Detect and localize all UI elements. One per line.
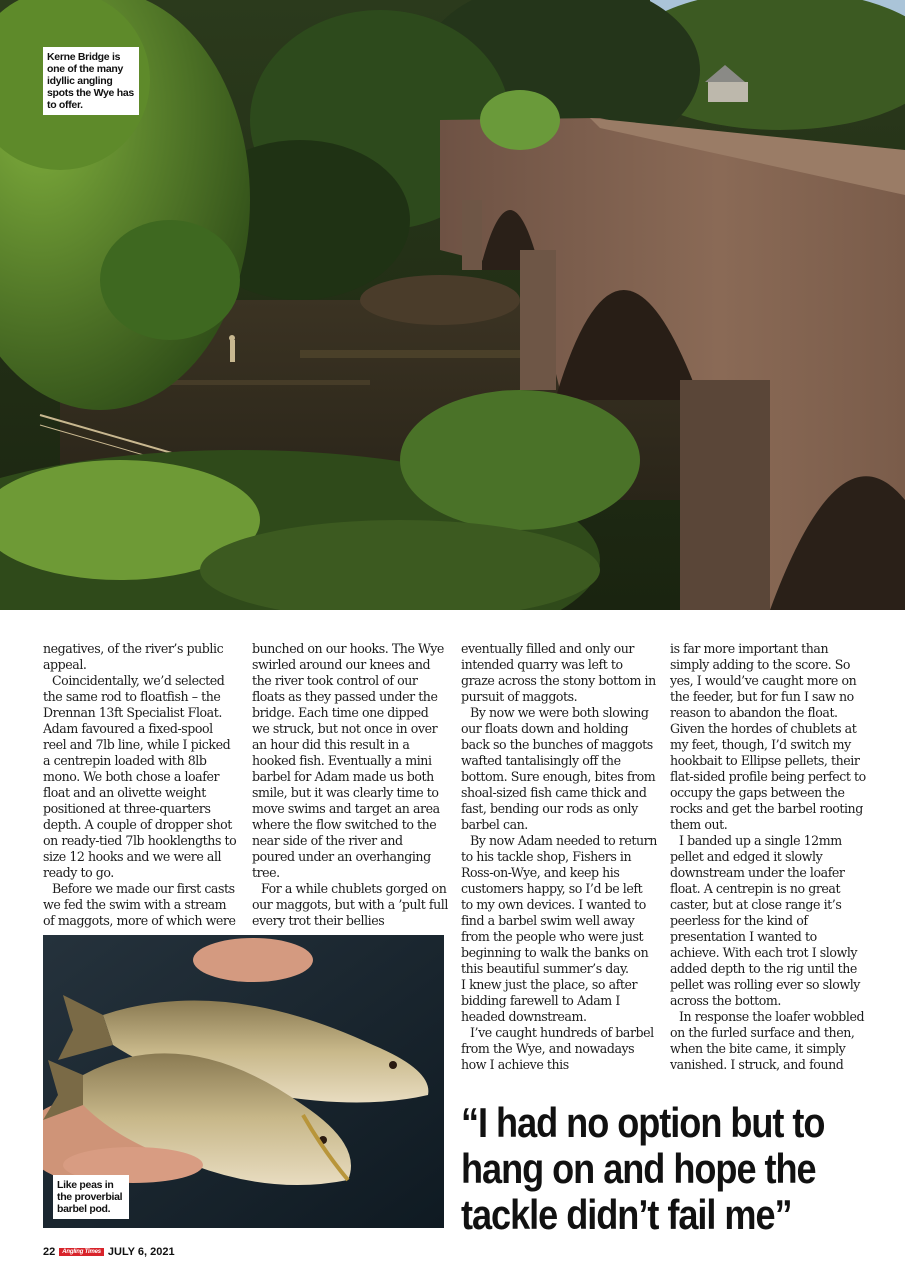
pull-quote: “I had no option but to hang on and hope the tackle didn’t fail me” — [461, 1099, 825, 1238]
paragraph: negatives, of the river’s public appeal. — [43, 641, 224, 672]
paragraph: bunched on our hooks. The Wye swirled around our knees and the river took control of our floats as they passed under the bridge. Each time one dipped we struck, but not once in over an hour did this result in a hooked fish. Eventually a mini barbel for Adam made us both smile, but it was clearly time to move swims and target an area where the flow switched to the near side of the river and poured under an overhanging tree. — [252, 641, 444, 880]
text-column-3 — [461, 641, 657, 1073]
paragraph: I banded up a single 12mm pellet and edged it slowly downstream under the loafer float. A centrepin is no great caster, but at close range it’s peerless for the kind of presentation I wanted to achieve. With each trot I slowly added depth to the rig until the pellet was rolling ever so slowly across the bottom. — [670, 833, 860, 1008]
hero-caption: Kerne Bridge is one of the many idyllic angling spots the Wye has to offer. — [43, 47, 139, 115]
paragraph: By now we were both slowing our floats down and holding back so the bunches of maggots wafted tantalisingly off the bottom. Sure enough, bites from shoal-sized fish came thick and fast, bending our rods as only barbel can. — [461, 705, 656, 832]
barbel-photo — [43, 935, 444, 1228]
text-column-2 — [252, 641, 448, 929]
page-number: 22 — [43, 1246, 56, 1258]
page-footer — [43, 1246, 175, 1258]
paragraph: is far more important than simply adding to the score. So yes, I would’ve caught more on the feeder, but for fun I saw no reason to abandon the float. Given the hordes of chublets at my feet, though, I’d switch my hookbait to Ellipse pellets, their flat-sided profile being perfect to occupy the gaps between the rocks and get the barbel rooting them out. — [670, 641, 866, 832]
paragraph: Coincidentally, we’d selected the same rod to floatfish – the Drennan 13ft Specialist Float. Adam favoured a fixed-spool reel and 7lb line, while I picked a centrepin loaded with 8lb mono. We both chose a loafer float and an olivette weight positioned at three-quarters depth. A couple of dropper shot on ready-tied 7lb hooklengths to size 12 hooks and we were all ready to go. — [43, 673, 237, 880]
paragraph: By now Adam needed to return to his tackle shop, Fishers in Ross-on-Wye, and keep his customers happy, so I’d be left to my own devices. I wanted to find a barbel swim well away from the people who were just beginning to walk the banks on this beautiful summer’s day. — [461, 833, 657, 976]
hero-photo — [0, 0, 905, 610]
issue-date: JULY 6, 2021 — [107, 1246, 175, 1258]
paragraph: For a while chublets gorged on our maggots, but with a ’pult full every trot their bellies — [252, 881, 448, 928]
brand-logo: Angling Times — [59, 1248, 104, 1256]
paragraph: I’ve caught hundreds of barbel from the Wye, and nowadays how I achieve this — [461, 1025, 654, 1072]
paragraph: eventually filled and only our intended quarry was left to graze across the stony bottom in pursuit of maggots. — [461, 641, 656, 704]
text-column-4 — [670, 641, 866, 1073]
paragraph: In response the loafer wobbled on the furled surface and then, when the bite came, it simply vanished. I struck, and found — [670, 1009, 865, 1072]
text-column-1 — [43, 641, 239, 929]
fish-caption: Like peas in the proverbial barbel pod. — [53, 1175, 129, 1219]
paragraph: Before we made our first casts we fed the swim with a stream of maggots, more of which were — [43, 881, 236, 928]
paragraph: I knew just the place, so after bidding farewell to Adam I headed downstream. — [461, 977, 638, 1024]
